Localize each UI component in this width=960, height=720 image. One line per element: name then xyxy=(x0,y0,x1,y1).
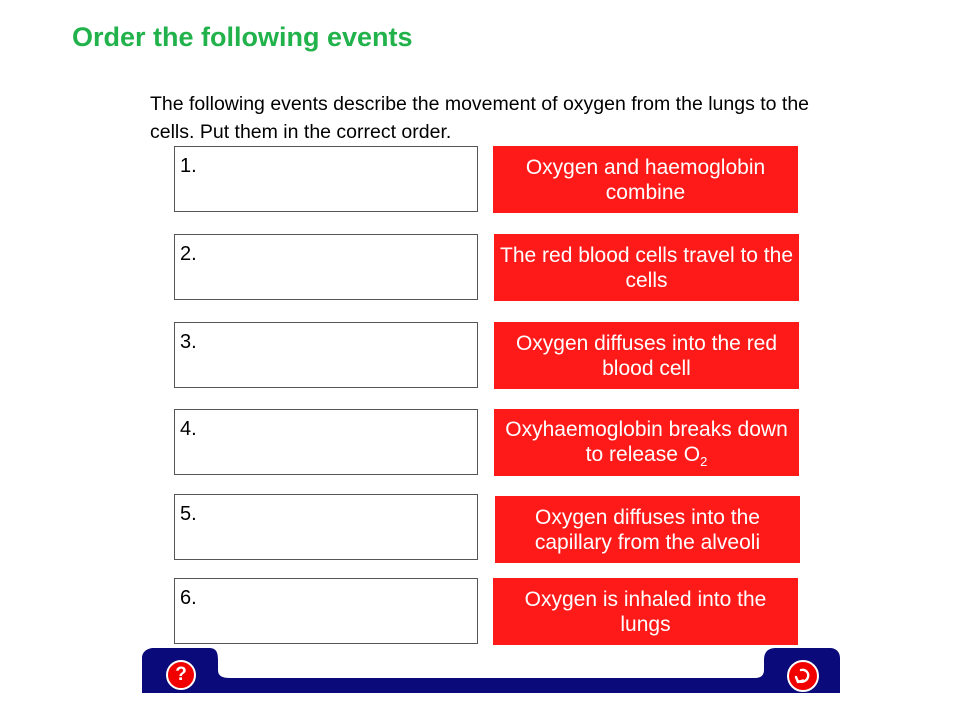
undo-button[interactable] xyxy=(787,660,819,692)
event-card-text-main: Oxyhaemoglobin breaks down to release O xyxy=(505,417,788,466)
event-card-haemoglobin-combine[interactable] xyxy=(493,146,798,213)
bottom-nav-bar xyxy=(142,648,840,693)
event-card-text xyxy=(500,417,793,469)
event-card-red-cells-travel[interactable] xyxy=(494,234,799,301)
event-card-text: The red blood cells travel to the cells xyxy=(500,243,793,292)
drop-slot-4[interactable] xyxy=(174,409,478,475)
slot-number: 6. xyxy=(180,587,197,609)
event-card-diffuses-into-red-cell[interactable] xyxy=(494,322,799,389)
instructions-text: The following events describe the movement of oxygen from the lungs to the cells. Put them in the correct order. xyxy=(150,93,810,143)
page-title: Order the following events xyxy=(72,22,413,52)
slot-number: 3. xyxy=(180,331,197,353)
help-button[interactable] xyxy=(166,660,196,690)
event-card-diffuses-into-capillary[interactable] xyxy=(495,496,800,563)
subscript-2: 2 xyxy=(700,453,708,469)
event-card-text: Oxygen is inhaled into the lungs xyxy=(524,587,767,636)
event-card-text: Oxygen and haemoglobin combine xyxy=(525,155,766,204)
nav-bar-shape xyxy=(142,648,840,693)
drop-slot-5[interactable] xyxy=(174,494,478,560)
drop-slot-6[interactable] xyxy=(174,578,478,644)
slot-number: 1. xyxy=(180,155,197,177)
slot-number: 4. xyxy=(180,418,197,440)
undo-arrow-icon xyxy=(793,666,813,686)
slot-number: 5. xyxy=(180,503,197,525)
question-mark-icon: ? xyxy=(175,664,187,685)
event-card-text: Oxygen diffuses into the red blood cell xyxy=(515,331,778,380)
drop-slot-3[interactable] xyxy=(174,322,478,388)
event-card-oxyhaemoglobin-breaks[interactable] xyxy=(494,409,799,476)
drop-slot-2[interactable] xyxy=(174,234,478,300)
event-card-text: Oxygen diffuses into the capillary from the alveoli xyxy=(534,505,761,554)
drop-slot-1[interactable] xyxy=(174,146,478,212)
event-card-inhaled-into-lungs[interactable] xyxy=(493,578,798,645)
slot-number: 2. xyxy=(180,243,197,265)
